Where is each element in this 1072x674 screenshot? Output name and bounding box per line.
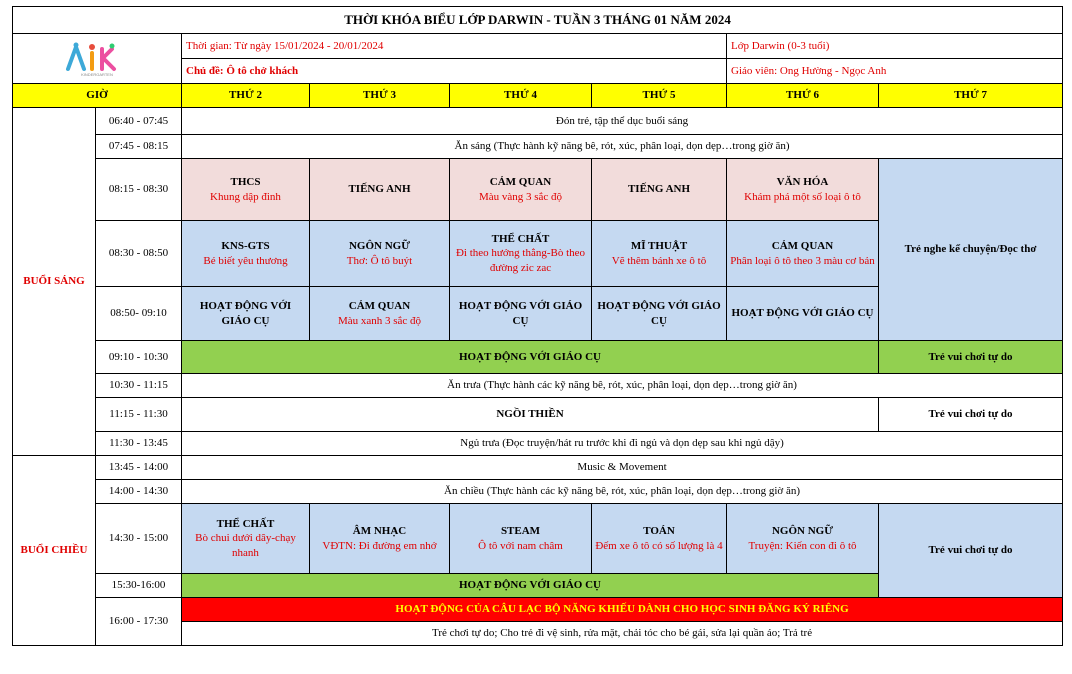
time-slot: 15:30-16:00	[96, 574, 182, 598]
class-cell: TOÁN Đếm xe ô tô có số lượng là 4	[592, 504, 727, 574]
header-day-wed: THỨ 4	[450, 84, 592, 108]
time-slot: 16:00 - 17:30	[96, 598, 182, 646]
time-slot: 10:30 - 11:15	[96, 374, 182, 398]
activity-row: NGỒI THIỀN	[182, 398, 879, 432]
class-cell: HOẠT ĐỘNG VỚI GIÁO CỤ	[450, 287, 592, 341]
saturday-afternoon-cell: Trẻ vui chơi tự do	[879, 504, 1063, 598]
class-cell: CẢM QUAN Phân loại ô tô theo 3 màu cơ bản	[727, 221, 879, 287]
class-cell: VĂN HÓA Khám phá một số loại ô tô	[727, 159, 879, 221]
header-time: GIỜ	[13, 84, 182, 108]
class-cell: STEAM Ô tô với nam châm	[450, 504, 592, 574]
aik-logo-icon	[62, 39, 132, 81]
class-cell: CẢM QUAN Màu vàng 3 sắc độ	[450, 159, 592, 221]
class-cell: TIẾNG ANH	[310, 159, 450, 221]
class-cell: TIẾNG ANH	[592, 159, 727, 221]
time-slot: 09:10 - 10:30	[96, 341, 182, 374]
class-cell: HOẠT ĐỘNG VỚI GIÁO CỤ	[592, 287, 727, 341]
teacher: Giáo viên: Ong Hường - Ngọc Anh	[727, 59, 1063, 84]
activity-row: Ăn sáng (Thực hành kỹ năng bê, rót, xúc, phân loại, dọn dẹp…trong giờ ăn)	[182, 135, 1063, 159]
class-cell: NGÔN NGỮ Truyện: Kiến con đi ô tô	[727, 504, 879, 574]
activity-row: Music & Movement	[182, 456, 1063, 480]
activity-row: HOẠT ĐỘNG VỚI GIÁO CỤ	[182, 341, 879, 374]
activity-row: HOẠT ĐỘNG VỚI GIÁO CỤ	[182, 574, 879, 598]
time-slot: 08:30 - 08:50	[96, 221, 182, 287]
time-slot: 11:15 - 11:30	[96, 398, 182, 432]
saturday-cell: Trẻ vui chơi tự do	[879, 398, 1063, 432]
time-slot: 08:15 - 08:30	[96, 159, 182, 221]
class-cell: NGÔN NGỮ Thơ: Ô tô buýt	[310, 221, 450, 287]
class-cell: THỂ CHẤT Đi theo hướng thẳng-Bò theo đường zic zac	[450, 221, 592, 287]
class-cell: THCS Khung dập đinh	[182, 159, 310, 221]
date-range: Thời gian: Từ ngày 15/01/2024 - 20/01/2024	[182, 34, 727, 59]
class-cell: HOẠT ĐỘNG VỚI GIÁO CỤ	[727, 287, 879, 341]
time-slot: 06:40 - 07:45	[96, 108, 182, 135]
club-activity-row: HOẠT ĐỘNG CỦA CÂU LẠC BỘ NĂNG KHIẾU DÀNH CHO HỌC SINH ĐĂNG KÝ RIÊNG	[182, 598, 1063, 622]
topic: Chủ đề: Ô tô chở khách	[182, 59, 727, 84]
page-title: THỜI KHÓA BIỂU LỚP DARWIN - TUẦN 3 THÁNG 01 NĂM 2024	[13, 7, 1063, 34]
time-slot: 07:45 - 08:15	[96, 135, 182, 159]
class-cell: ÂM NHẠC VĐTN: Đi đường em nhớ	[310, 504, 450, 574]
saturday-cell: Trẻ vui chơi tự do	[879, 341, 1063, 374]
time-slot: 14:30 - 15:00	[96, 504, 182, 574]
activity-row: Trẻ chơi tự do; Cho trẻ đi vệ sinh, rửa mặt, chải tóc cho bé gái, sửa lại quần áo; Trả trẻ	[182, 622, 1063, 646]
time-slot: 08:50- 09:10	[96, 287, 182, 341]
activity-row: Đón trẻ, tập thể dục buổi sáng	[182, 108, 1063, 135]
header-day-tue: THỨ 3	[310, 84, 450, 108]
time-slot: 11:30 - 13:45	[96, 432, 182, 456]
class-cell: HOẠT ĐỘNG VỚI GIÁO CỤ	[182, 287, 310, 341]
class-name: Lớp Darwin (0-3 tuổi)	[727, 34, 1063, 59]
header-day-thu: THỨ 5	[592, 84, 727, 108]
class-cell: CẢM QUAN Màu xanh 3 sắc độ	[310, 287, 450, 341]
time-slot: 13:45 - 14:00	[96, 456, 182, 480]
saturday-morning-cell: Trẻ nghe kể chuyện/Đọc thơ	[879, 159, 1063, 341]
school-logo	[13, 34, 182, 84]
class-cell: THỂ CHẤT Bò chui dưới dây-chạy nhanh	[182, 504, 310, 574]
logo-tagline: KINDERGARTEN	[81, 71, 113, 77]
class-cell: KNS-GTS Bé biết yêu thương	[182, 221, 310, 287]
time-slot: 14:00 - 14:30	[96, 480, 182, 504]
header-day-mon: THỨ 2	[182, 84, 310, 108]
activity-row: Ngủ trưa (Đọc truyện/hát ru trước khi đi ngủ và dọn dẹp sau khi ngủ dậy)	[182, 432, 1063, 456]
header-day-fri: THỨ 6	[727, 84, 879, 108]
activity-row: Ăn trưa (Thực hành các kỹ năng bê, rót, xúc, phân loại, dọn dẹp…trong giờ ăn)	[182, 374, 1063, 398]
header-day-sat: THỨ 7	[879, 84, 1063, 108]
class-cell: MĨ THUẬT Vẽ thêm bánh xe ô tô	[592, 221, 727, 287]
session-afternoon: BUỔI CHIỀU	[13, 456, 96, 646]
session-morning: BUỔI SÁNG	[13, 108, 96, 456]
activity-row: Ăn chiều (Thực hành các kỹ năng bê, rót, xúc, phân loại, dọn dẹp…trong giờ ăn)	[182, 480, 1063, 504]
timetable	[12, 6, 1063, 646]
